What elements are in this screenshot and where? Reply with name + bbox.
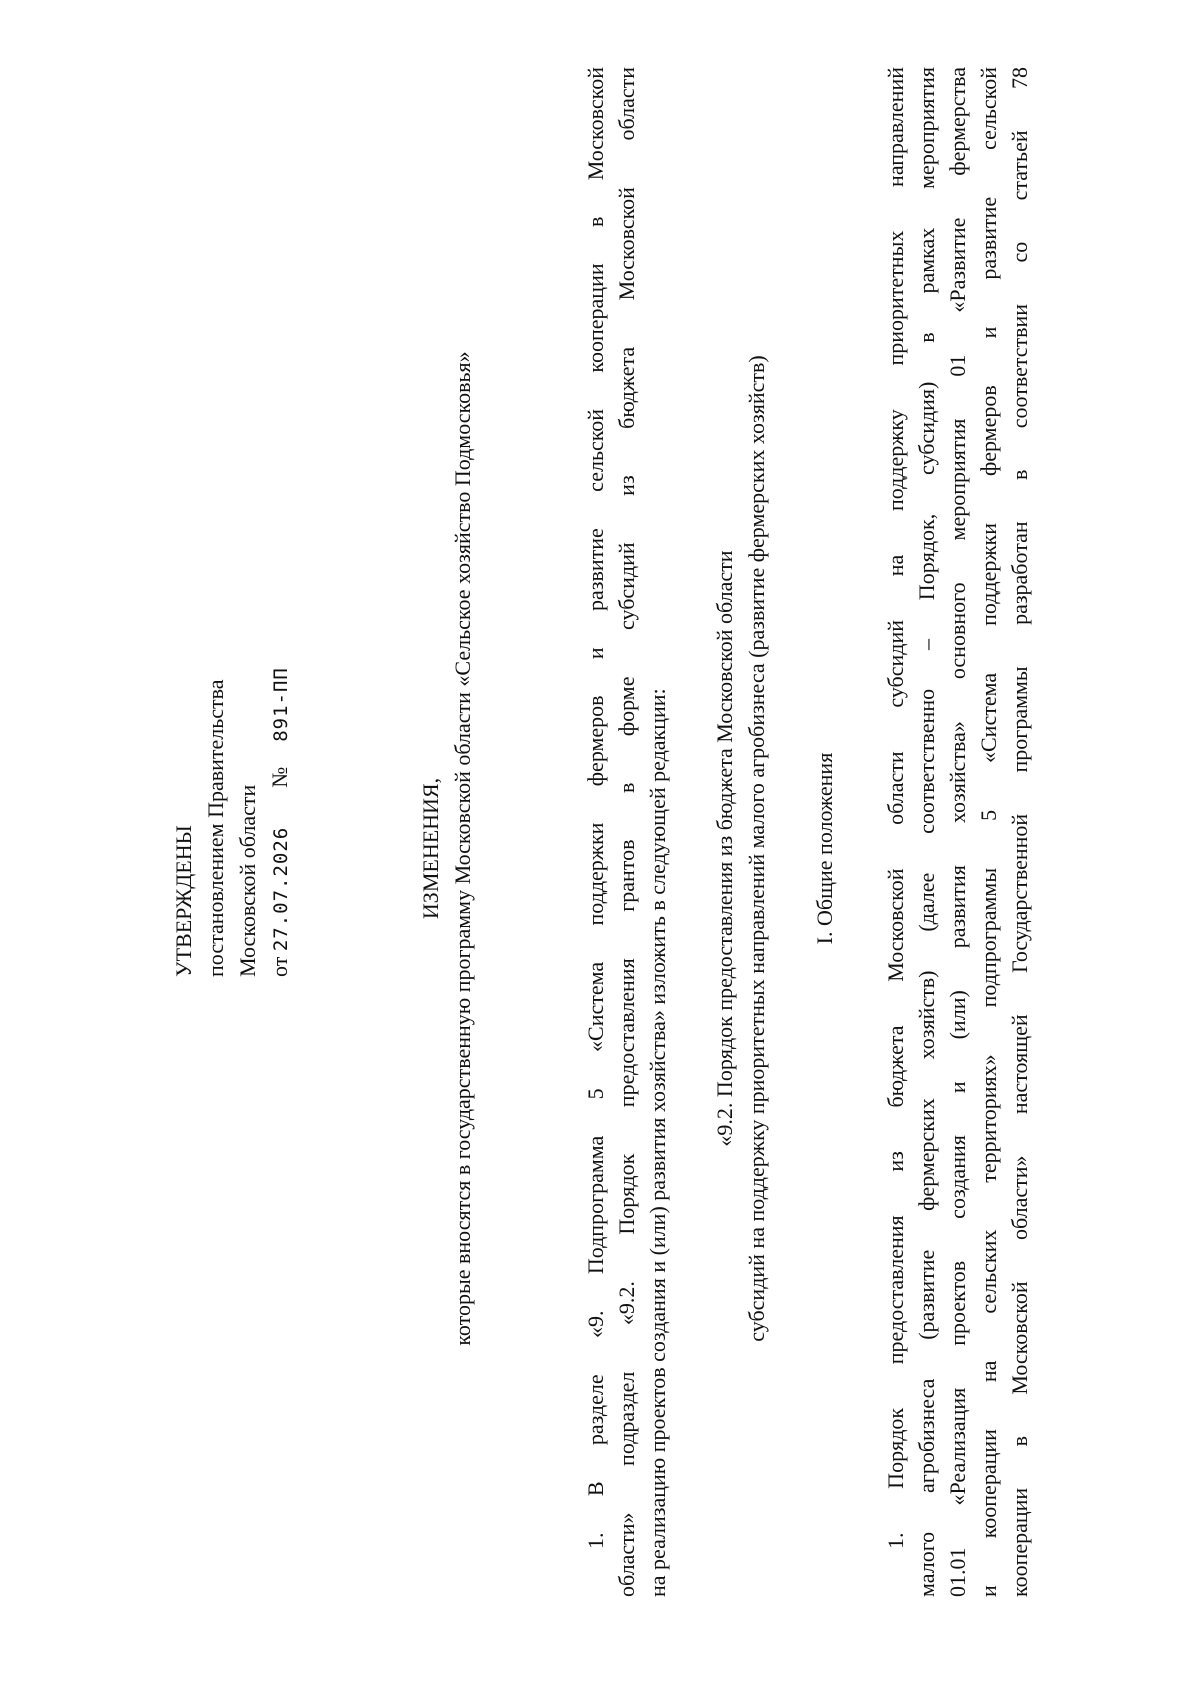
paragraph-1-line: на реализацию проектов создания и (или) развития хозяйства» изложить в следующей редакции: xyxy=(645,688,670,1597)
document-subtitle: которые вносятся в государственную программу Московской области «Сельское хозяйство Подмосковья» xyxy=(450,351,475,1346)
paragraph-2-line: малого агробизнеса (развитие фермерских хозяйств) (далее соответственно – Порядок, субсидия) в рамках мероприятия xyxy=(914,67,939,1597)
paragraph-2 xyxy=(880,67,1035,1597)
subsection-title-line-2: субсидий на поддержку приоритетных направлений малого агробизнеса (развитие фермерских хозяйств) xyxy=(744,355,769,1342)
approval-line-2: Московской области xyxy=(235,784,260,977)
date-prefix: от xyxy=(267,956,292,977)
paragraph-1-line: области» подраздел «9.2. Порядок предоставления грантов в форме субсидий из бюджета Московской области xyxy=(614,67,639,1597)
paragraph-2-line: 01.01 «Реализация проектов создания и (или) развития хозяйства» основного мероприятия 01 «Развитие фермерства xyxy=(945,67,970,1597)
paragraph-2-line: кооперации в Московской области» настоящей Государственной программы разработан в соответствии со статьей 78 xyxy=(1007,67,1032,1597)
number-sign: № xyxy=(267,766,292,788)
section-heading: I. Общие положения xyxy=(812,752,837,945)
paragraph-1-line: 1. В разделе «9. Подпрограмма 5 «Система поддержки фермеров и развитие сельской кооперации в Московской xyxy=(583,67,608,1549)
approval-number: 891-ПП xyxy=(270,667,292,742)
approval-date: 27.07.2026 xyxy=(270,826,292,952)
paragraph-1 xyxy=(580,67,673,1597)
document-title: ИЗМЕНЕНИЯ, xyxy=(418,777,443,920)
approval-heading: УТВЕРЖДЕНЫ xyxy=(171,825,196,977)
paragraph-2-line: и кооперации на сельских территориях» подпрограммы 5 «Система поддержки фермеров и развитие сельской xyxy=(976,67,1001,1597)
approval-date-line xyxy=(264,667,297,977)
approval-line-1: постановлением Правительства xyxy=(203,679,228,977)
paragraph-2-line: 1. Порядок предоставления из бюджета Московской области субсидий на поддержку приоритетных направлений xyxy=(883,67,908,1549)
approval-stamp xyxy=(168,667,297,977)
subsection-title-line-1: «9.2. Порядок предоставления из бюджета Московской области xyxy=(712,550,737,1147)
